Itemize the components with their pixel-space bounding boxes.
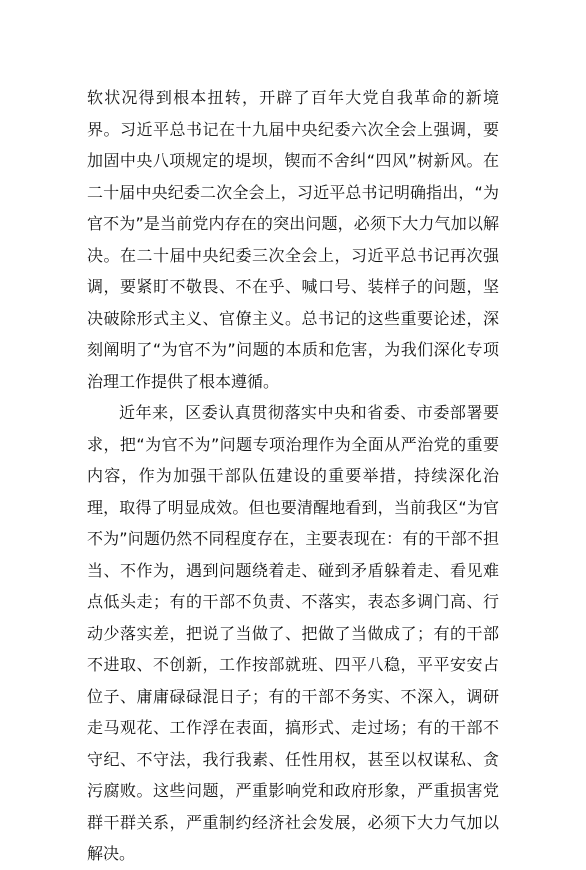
paragraph-continued: 软状况得到根本扭转，开辟了百年大党自我革命的新境界。习近平总书记在十九届中央纪委六次全会上强调，要加固中央八项规定的堤坝，锲而不舍纠“四风”树新风。在二十届中央纪委二次全会上，习近平总书记明确指出，“为官不为”是当前党内存在的突出问题，必须下大力气加以解决。在二十届中央纪委三次全会上，习近平总书记再次强调，要紧盯不敬畏、不在乎、喊口号、装样子的问题，坚决破除形式主义、官僚主义。总书记的这些重要论述，深刻阐明了“为官不为”问题的本质和危害，为我们深化专项治理工作提供了根本遵循。 <box>87 88 499 391</box>
document-body <box>87 82 499 870</box>
paragraph: 近年来，区委认真贯彻落实中央和省委、市委部署要求，把“为官不为”问题专项治理作为全面从严治党的重要内容，作为加强干部队伍建设的重要举措，持续深化治理，取得了明显成效。但也要清醒地看到，当前我区“为官不为”问题仍然不同程度存在，主要表现在：有的干部不担当、不作为，遇到问题绕着走、碰到矛盾躲着走、看见难点低头走；有的干部不负责、不落实，表态多调门高、行动少落实差，把说了当做了、把做了当做成了；有的干部不进取、不创新，工作按部就班、四平八稳，平平安安占位子、庸庸碌碌混日子；有的干部不务实、不深入，调研走马观花、工作浮在表面，搞形式、走过场；有的干部不守纪、不守法，我行我素、任性用权，甚至以权谋私、贪污腐败。这些问题，严重影响党和政府形象，严重损害党群干群关系，严重制约经济社会发展，必须下大力气加以解决。 <box>87 403 499 863</box>
